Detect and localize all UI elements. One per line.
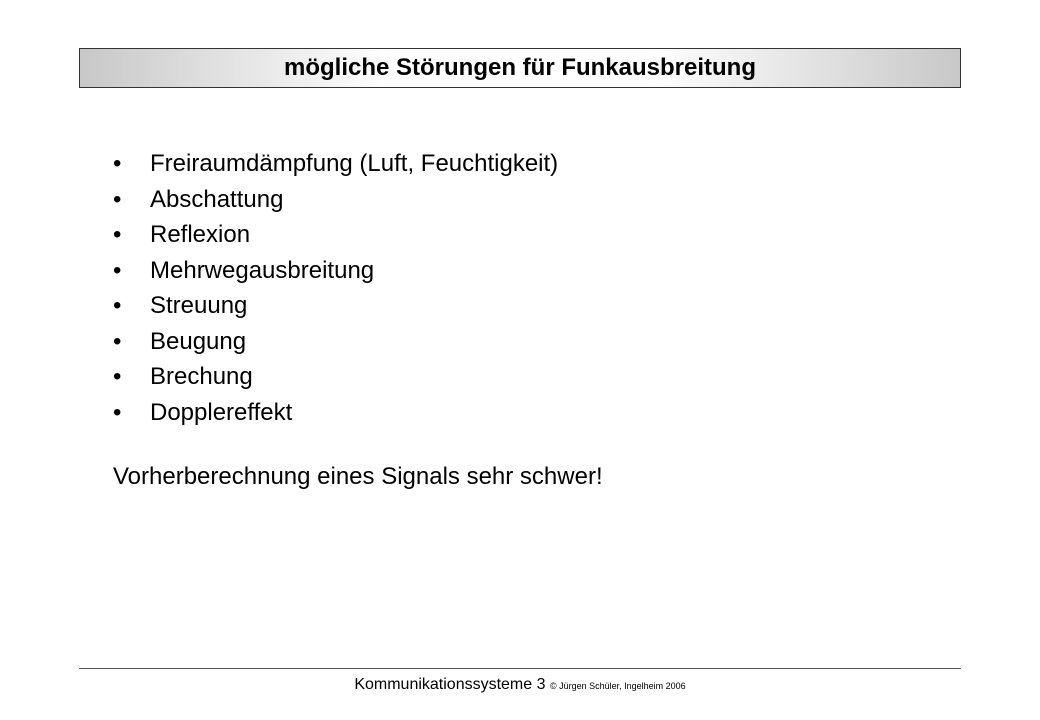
footer-divider xyxy=(79,668,961,669)
bullet-item xyxy=(113,395,558,431)
footer-title: Kommunikationssysteme 3 xyxy=(354,676,546,693)
bullet-item xyxy=(113,253,558,289)
bullet-icon: • xyxy=(113,363,122,390)
bullet-icon: • xyxy=(113,292,122,319)
bullet-item xyxy=(113,146,558,182)
footer xyxy=(0,676,1040,694)
bullet-icon: • xyxy=(113,327,122,355)
bullet-text: Dopplereffekt xyxy=(150,398,293,426)
conclusion-text: Vorherberechnung eines Signals sehr schwer! xyxy=(113,463,603,490)
bullet-text: Mehrwegausbreitung xyxy=(150,256,375,284)
bullet-icon: • xyxy=(113,150,122,177)
bullet-text: Streuung xyxy=(150,292,248,319)
bullet-item xyxy=(113,359,558,395)
bullet-item xyxy=(113,288,558,324)
bullet-icon: • xyxy=(113,221,122,248)
bullet-text: Brechung xyxy=(150,363,253,390)
bullet-icon: • xyxy=(113,256,122,284)
bullet-text: Beugung xyxy=(150,327,247,355)
bullet-item xyxy=(113,324,558,360)
bullet-icon: • xyxy=(113,185,122,213)
bullet-text: Abschattung xyxy=(150,185,284,213)
bullet-item xyxy=(113,217,558,253)
footer-copyright: © Jürgen Schüler, Ingelheim 2006 xyxy=(549,681,686,691)
bullet-text: Freiraumdämpfung (Luft, Feuchtigkeit) xyxy=(150,150,559,177)
bullet-icon: • xyxy=(113,398,122,426)
slide-title-bar xyxy=(79,48,961,88)
bullet-item xyxy=(113,182,558,218)
bullet-text: Reflexion xyxy=(150,221,251,248)
slide-title: mögliche Störungen für Funkausbreitung xyxy=(283,54,756,81)
bullet-list xyxy=(113,146,558,430)
